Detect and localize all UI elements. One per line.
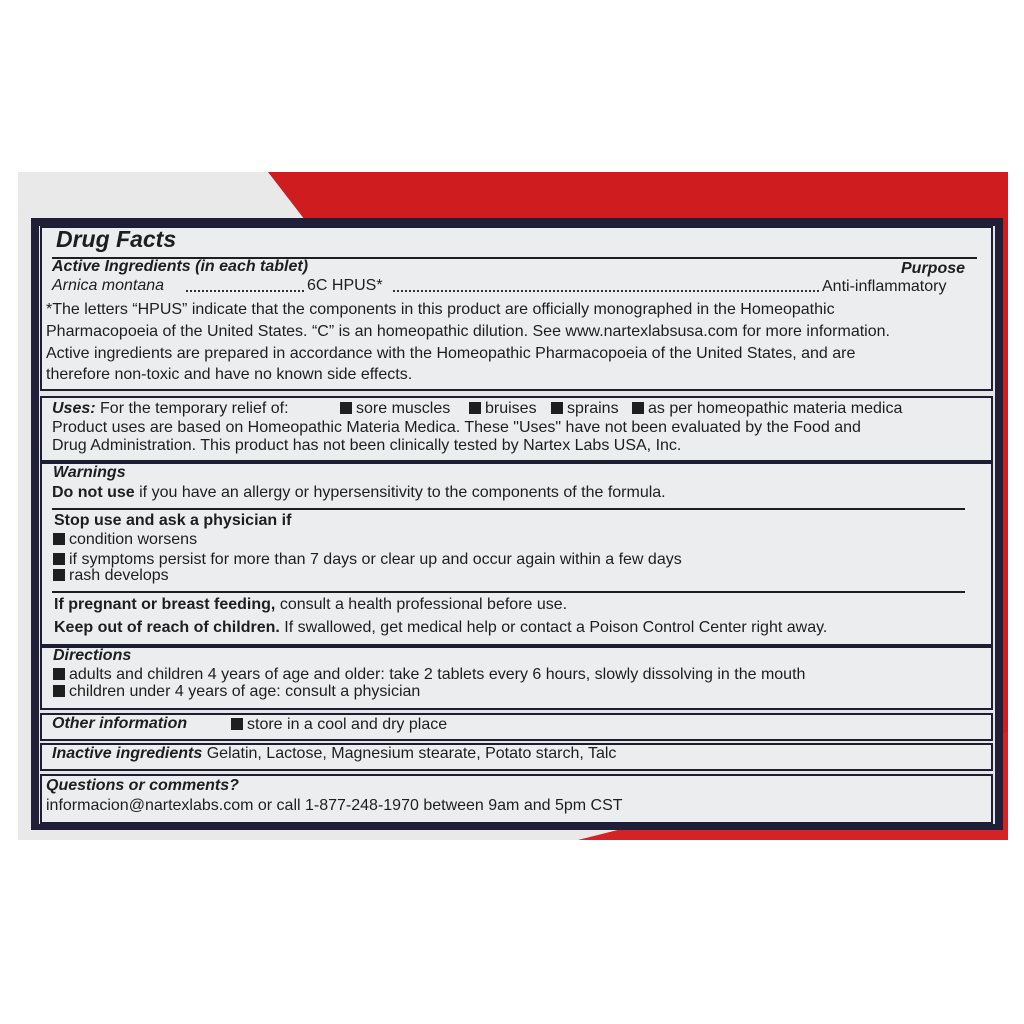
inactive-ingredients-heading: Inactive ingredients xyxy=(52,745,203,762)
stop-use-item: if symptoms persist for more than 7 days or clear up and occur again within a few days xyxy=(53,551,682,569)
dotted-leader xyxy=(186,290,304,292)
pregnant-line: If pregnant or breast feeding, consult a health professional before use. xyxy=(54,596,568,613)
dotted-leader xyxy=(393,290,819,292)
active-ingredient-purpose: Anti-inflammatory xyxy=(822,278,947,295)
uses-text-line: Drug Administration. This product has not been clinically tested by Nartex Labs USA, Inc. xyxy=(52,437,682,454)
uses-item: sprains xyxy=(551,400,619,418)
uses-first-line xyxy=(52,400,289,418)
stop-use-item: condition worsens xyxy=(53,531,197,549)
bullet-square-icon xyxy=(53,668,65,680)
active-ingredients-heading: Active Ingredients (in each tablet) xyxy=(52,258,309,275)
questions-contact: informacion@nartexlabs.com or call 1-877-248-1970 between 9am and 5pm CST xyxy=(46,797,623,814)
bullet-square-icon xyxy=(340,402,352,414)
uses-intro: For the temporary relief of: xyxy=(100,400,289,417)
uses-item: sore muscles xyxy=(340,400,450,418)
hpus-note-line: *The letters “HPUS” indicate that the components in this product are officially monographed in the Homeopathic xyxy=(46,301,835,318)
bullet-square-icon xyxy=(53,685,65,697)
drug-facts-title: Drug Facts xyxy=(56,226,177,252)
hpus-note-line: Active ingredients are prepared in accordance with the Homeopathic Pharmacopoeia of the United States, and are xyxy=(46,345,856,362)
inactive-ingredients-line xyxy=(52,745,616,763)
warnings-rule xyxy=(52,508,965,510)
active-ingredient-strength: 6C HPUS* xyxy=(307,277,383,294)
active-ingredient-name: Arnica montana xyxy=(52,277,165,294)
do-not-use-line: Do not use if you have an allergy or hypersensitivity to the components of the formula. xyxy=(52,484,666,501)
directions-item: children under 4 years of age: consult a physician xyxy=(53,683,420,701)
bullet-square-icon xyxy=(231,718,243,730)
warnings-heading: Warnings xyxy=(53,464,126,481)
directions-heading: Directions xyxy=(53,647,132,664)
stop-use-heading: Stop use and ask a physician if xyxy=(54,512,292,529)
directions-item: adults and children 4 years of age and older: take 2 tablets every 6 hours, slowly dissolving in the mouth xyxy=(53,666,805,684)
hpus-note-line: therefore non-toxic and have no known side effects. xyxy=(46,366,413,383)
purpose-heading: Purpose xyxy=(901,260,966,277)
bullet-square-icon xyxy=(469,402,481,414)
inactive-ingredients-text: Gelatin, Lactose, Magnesium stearate, Potato starch, Talc xyxy=(206,745,617,762)
warnings-rule xyxy=(52,591,965,593)
uses-heading: Uses: xyxy=(52,400,96,417)
uses-item: as per homeopathic materia medica xyxy=(632,400,902,418)
questions-heading: Questions or comments? xyxy=(46,777,239,794)
bullet-square-icon xyxy=(53,569,65,581)
hpus-note-line: Pharmacopoeia of the United States. “C” is an homeopathic dilution. See www.nartexlabsusa.com for more information. xyxy=(46,323,890,340)
stop-use-item: rash develops xyxy=(53,567,169,585)
uses-item: bruises xyxy=(469,400,537,418)
bullet-square-icon xyxy=(53,553,65,565)
uses-text-line: Product uses are based on Homeopathic Materia Medica. These "Uses" have not been evaluated by the Food and xyxy=(52,419,861,436)
bullet-square-icon xyxy=(632,402,644,414)
other-information-item: store in a cool and dry place xyxy=(231,716,447,734)
other-information-heading: Other information xyxy=(52,715,188,732)
bullet-square-icon xyxy=(53,533,65,545)
keep-out-line: Keep out of reach of children. If swallowed, get medical help or contact a Poison Control Center right away. xyxy=(54,619,828,636)
bullet-square-icon xyxy=(551,402,563,414)
